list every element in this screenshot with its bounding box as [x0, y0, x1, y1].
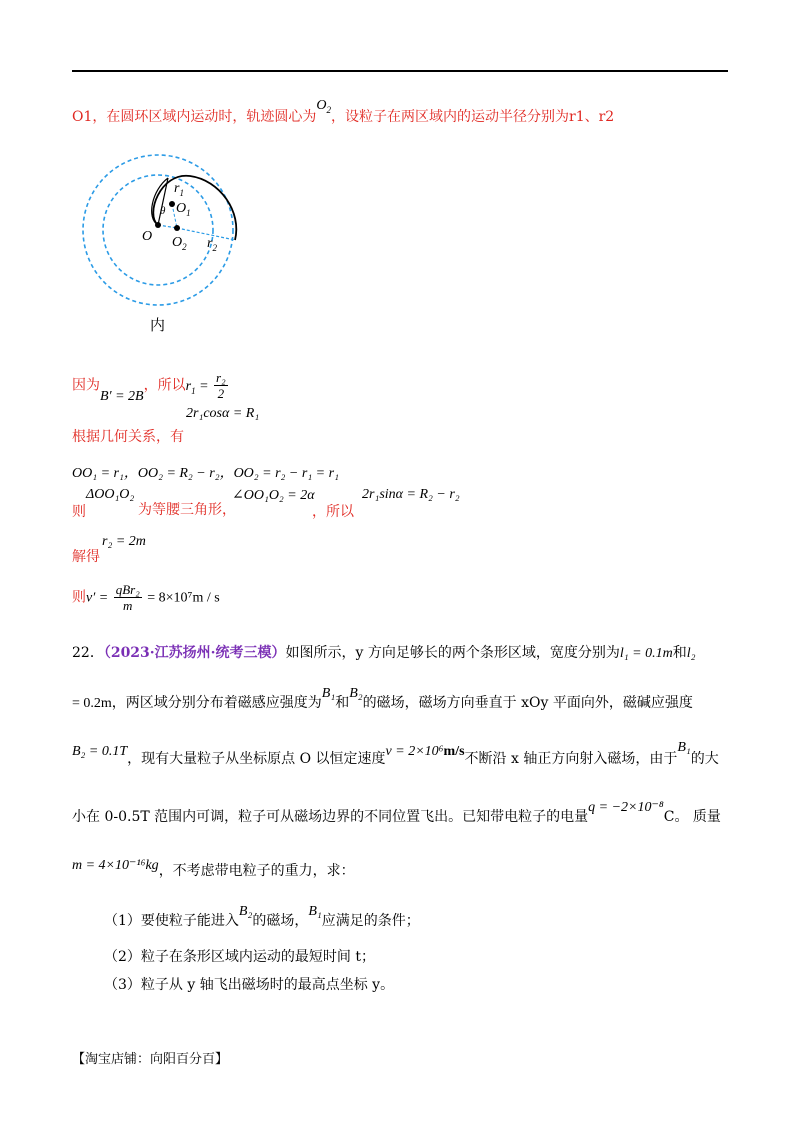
problem-line-3: B₂ = 0.1T，现有大量粒子从坐标原点 O 以恒定速度v = 2×10⁶m/s不断沿 x 轴正方向射入磁场，由于B₁的大: [72, 740, 719, 767]
label-theta: θ: [160, 205, 166, 217]
step-3: OO₁ = r₁，OO₂ = R₂ − r₂，OO₂ = r₂ − r₁ = r₁: [72, 466, 339, 481]
problem-line-1: 22．（2023·江苏扬州·统考三模）如图所示，y 方向足够长的两个条形区域，宽度分别为l₁ = 0.1m和l₂: [72, 645, 696, 661]
trajectory-arc: [153, 176, 236, 240]
fraction-qbr2-over-m: $\frac{\text{qBr₂}}{m}$: [115, 582, 140, 613]
header-rule: [72, 70, 728, 72]
footer-shop: 【淘宝店铺：向阳百分百】: [72, 1052, 229, 1067]
circle-diagram: [80, 150, 250, 340]
label-r2: $r_2$: [207, 236, 217, 253]
outer-circle: [83, 155, 233, 305]
step-6: 则v′ = $\frac{\text{qBr₂}}{m}$ = 8×10⁷m / s: [72, 582, 220, 613]
step-2: 2r₁cosα = R₁ 根据几何关系，有: [72, 406, 260, 445]
question-1: （1）要使粒子能进入B₂的磁场，B₁应满足的条件；: [104, 904, 420, 929]
label-O1: $O_1$: [176, 201, 191, 218]
fraction-r2-over-2: $\frac{\text{r₂}}{2}$: [216, 370, 226, 401]
step-1: 因为B′ = 2B，所以$r_1$ = $\frac{\text{r₂}}{2}$: [72, 370, 226, 404]
circle-figure: [80, 150, 250, 340]
inner-circle: [103, 175, 213, 285]
problem-line-5: m = 4×10⁻¹⁶kg，不考虑带电粒子的重力，求：: [72, 858, 355, 879]
radius-line-3: [177, 228, 235, 240]
intro-line: O1，在圆环区域内运动时，轨迹圆心为$O_2$，设粒子在两区域内的运动半径分别为r1、r2: [72, 98, 615, 125]
point-O1: [169, 201, 175, 207]
question-3: （3）粒子从 y 轴飞出磁场时的最高点坐标 y。: [104, 977, 395, 993]
question-2: （2）粒子在条形区域内运动的最短时间 t；: [104, 949, 375, 965]
label-O: O: [142, 229, 153, 244]
point-O: [155, 222, 161, 228]
label-r1: $r_1$: [174, 181, 184, 198]
label-O2: $O_2$: [172, 235, 187, 252]
point-O2: [174, 225, 180, 231]
radius-line-1: [158, 178, 168, 225]
figure-caption: 内: [150, 316, 166, 334]
o2-symbol: $O_2$: [316, 98, 332, 115]
problem-line-4: 小在 0-0.5T 范围内可调，粒子可从磁场边界的不同位置飞出。已知带电粒子的电量q = −2×10⁻⁸C。 质量: [72, 800, 721, 825]
problem-line-2: = 0.2m，两区域分别分布着磁感应强度为B₁和B₂的磁场，磁场方向垂直于 xOy 平面向外，磁碱应强度: [72, 686, 693, 711]
problem-source: （2023·江苏扬州·统考三模）: [103, 645, 286, 661]
